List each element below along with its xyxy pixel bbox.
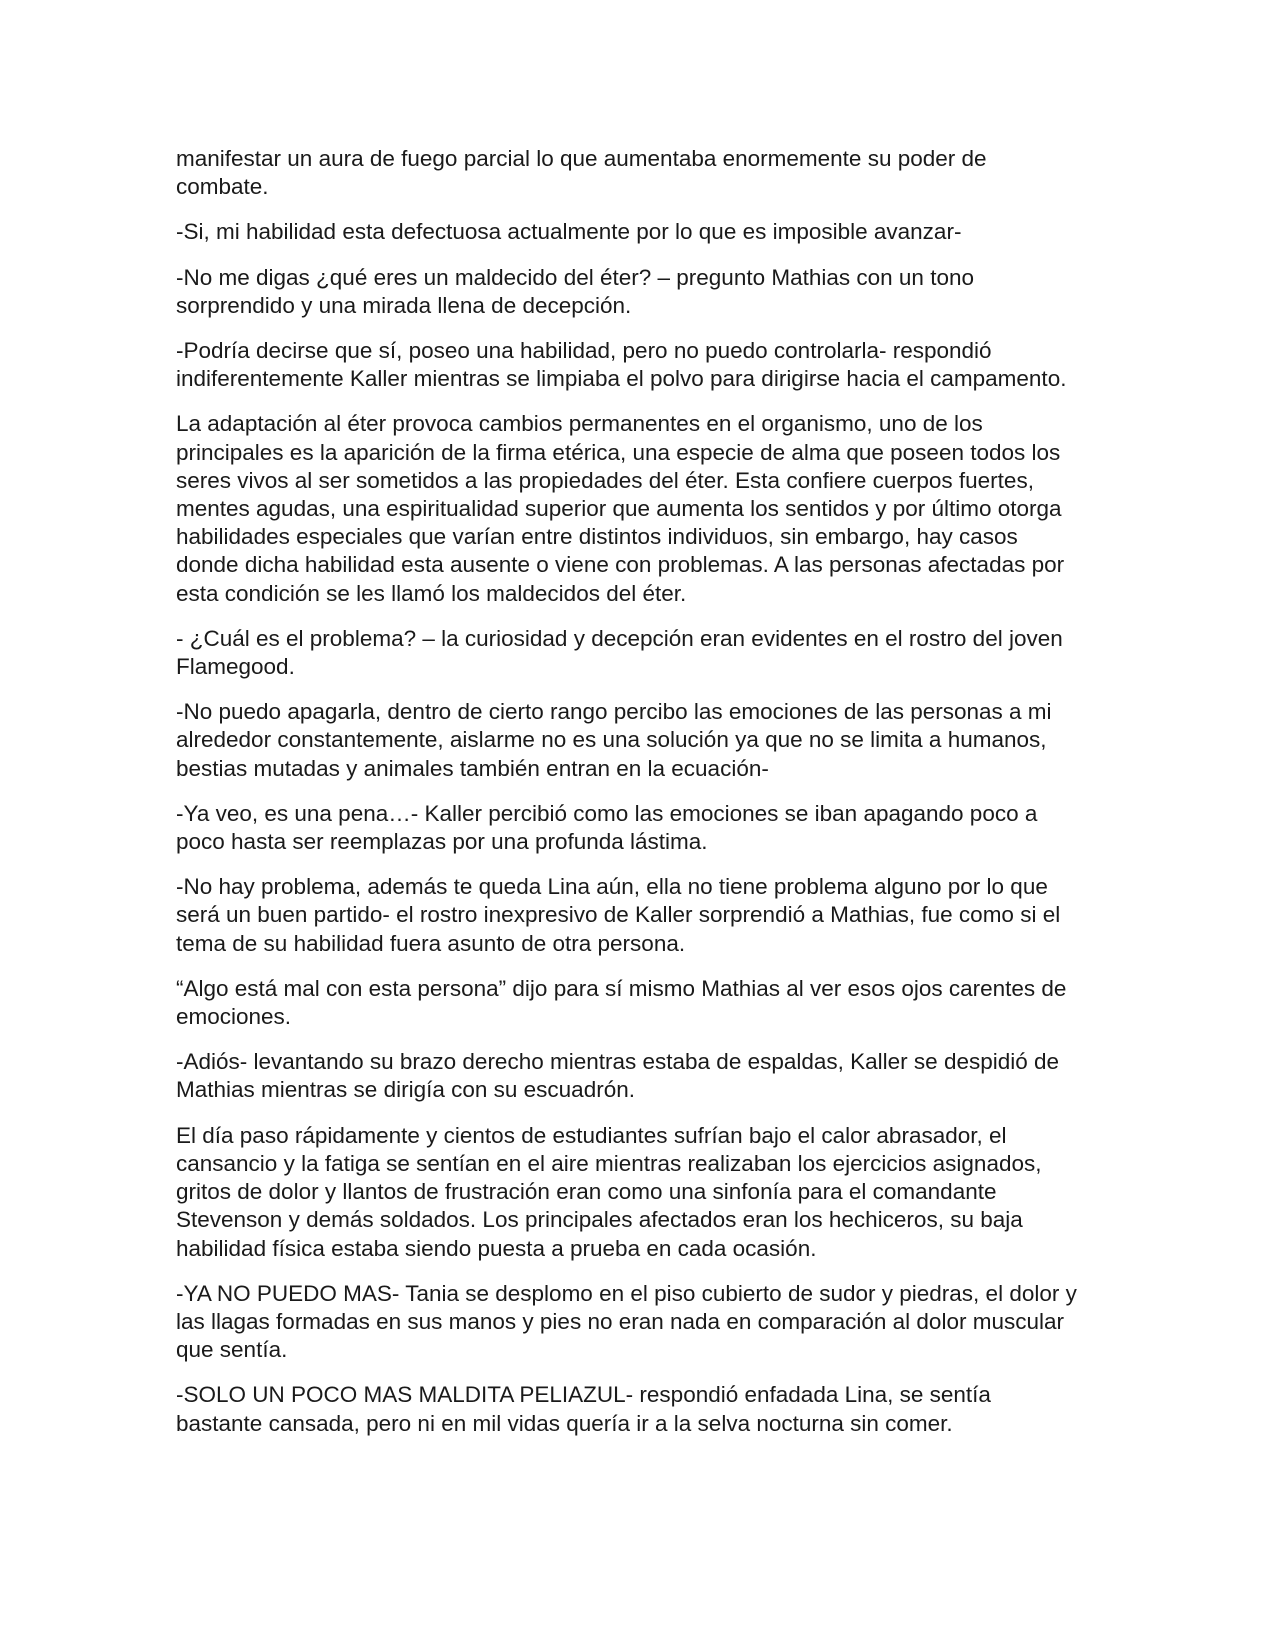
paragraph-14 bbox=[176, 1381, 1096, 1437]
text-line: -Adiós- levantando su brazo derecho mientras estaba de espaldas, Kaller se despidió de bbox=[176, 1049, 1060, 1075]
text-line: mentes agudas, una espiritualidad superior que aumenta los sentidos y por último otorga bbox=[176, 496, 1062, 522]
text-line: -SOLO UN POCO MAS MALDITA PELIAZUL- respondió enfadada Lina, se sentía bbox=[176, 1382, 991, 1408]
text-line: poco hasta ser reemplazas por una profunda lástima. bbox=[176, 829, 708, 855]
text-line: sorprendido y una mirada llena de decepción. bbox=[176, 292, 632, 318]
text-line: las llagas formadas en sus manos y pies no eran nada en comparación al dolor muscular bbox=[176, 1308, 1064, 1334]
text-line: seres vivos al ser sometidos a las propiedades del éter. Esta confiere cuerpos fuertes, bbox=[176, 467, 1034, 493]
paragraph-4 bbox=[176, 337, 1096, 393]
text-line: manifestar un aura de fuego parcial lo que aumentaba enormemente su poder de bbox=[176, 146, 987, 171]
paragraph-1 bbox=[176, 145, 1096, 201]
text-line: tema de su habilidad fuera asunto de otra persona. bbox=[176, 930, 686, 956]
text-line: -YA NO PUEDO MAS- Tania se desplomo en el piso cubierto de sudor y piedras, el dolor y bbox=[176, 1280, 1077, 1306]
text-line: donde dicha habilidad esta ausente o viene con problemas. A las personas afectadas por bbox=[176, 552, 1065, 578]
text-line: combate. bbox=[176, 174, 269, 200]
text-line: gritos de dolor y llantos de frustración eran como una sinfonía para el comandante bbox=[176, 1179, 997, 1205]
document-body bbox=[176, 145, 1096, 1455]
text-line: La adaptación al éter provoca cambios permanentes en el organismo, uno de los bbox=[176, 411, 983, 437]
text-line: -No me digas ¿qué eres un maldecido del éter? – pregunto Mathias con un tono bbox=[176, 264, 974, 290]
text-line: habilidad física estaba siendo puesta a prueba en cada ocasión. bbox=[176, 1235, 817, 1261]
text-line: -No puedo apagarla, dentro de cierto rango percibo las emociones de las personas a mi bbox=[176, 699, 1052, 725]
text-line: principales es la aparición de la firma etérica, una especie de alma que poseen todos los bbox=[176, 439, 1061, 465]
paragraph-6 bbox=[176, 625, 1096, 681]
text-line: -No hay problema, además te queda Lina aún, ella no tiene problema alguno por lo que bbox=[176, 874, 1048, 900]
paragraph-11 bbox=[176, 1048, 1096, 1104]
paragraph-8 bbox=[176, 800, 1096, 856]
text-line: habilidades especiales que varían entre distintos individuos, sin embargo, hay casos bbox=[176, 524, 1018, 550]
text-line: emociones. bbox=[176, 1004, 292, 1030]
text-line: “Algo está mal con esta persona” dijo para sí mismo Mathias al ver esos ojos carentes de bbox=[176, 975, 1067, 1001]
text-line: -Si, mi habilidad esta defectuosa actualmente por lo que es imposible avanzar- bbox=[176, 219, 962, 245]
paragraph-2 bbox=[176, 218, 1096, 246]
text-line: -Podría decirse que sí, poseo una habilidad, pero no puedo controlarla- respondió bbox=[176, 338, 992, 364]
paragraph-9 bbox=[176, 873, 1096, 958]
paragraph-13 bbox=[176, 1280, 1096, 1365]
text-line: será un buen partido- el rostro inexpresivo de Kaller sorprendió a Mathias, fue como si el bbox=[176, 902, 1061, 928]
paragraph-5 bbox=[176, 410, 1096, 607]
text-line: Mathias mientras se dirigía con su escuadrón. bbox=[176, 1077, 635, 1103]
text-line: Stevenson y demás soldados. Los principales afectados eran los hechiceros, su baja bbox=[176, 1207, 1023, 1233]
text-line: - ¿Cuál es el problema? – la curiosidad y decepción eran evidentes en el rostro del joven bbox=[176, 625, 1063, 651]
paragraph-7 bbox=[176, 698, 1096, 783]
paragraph-3 bbox=[176, 264, 1096, 320]
paragraph-12 bbox=[176, 1122, 1096, 1263]
text-line: bestias mutadas y animales también entran en la ecuación- bbox=[176, 755, 769, 781]
text-line: esta condición se les llamó los maldecidos del éter. bbox=[176, 580, 687, 606]
text-line: -Ya veo, es una pena…- Kaller percibió como las emociones se iban apagando poco a bbox=[176, 800, 1038, 826]
text-line: alrededor constantemente, aislarme no es una solución ya que no se limita a humanos, bbox=[176, 727, 1047, 753]
text-line: El día paso rápidamente y cientos de estudiantes sufrían bajo el calor abrasador, el bbox=[176, 1122, 1007, 1148]
text-line: bastante cansada, pero ni en mil vidas quería ir a la selva nocturna sin comer. bbox=[176, 1410, 953, 1436]
text-line: Flamegood. bbox=[176, 654, 295, 680]
text-line: cansancio y la fatiga se sentían en el aire mientras realizaban los ejercicios asignados, bbox=[176, 1150, 1042, 1176]
text-line: que sentía. bbox=[176, 1337, 288, 1363]
text-line: indiferentemente Kaller mientras se limpiaba el polvo para dirigirse hacia el campamento. bbox=[176, 366, 1067, 392]
paragraph-10 bbox=[176, 975, 1096, 1031]
